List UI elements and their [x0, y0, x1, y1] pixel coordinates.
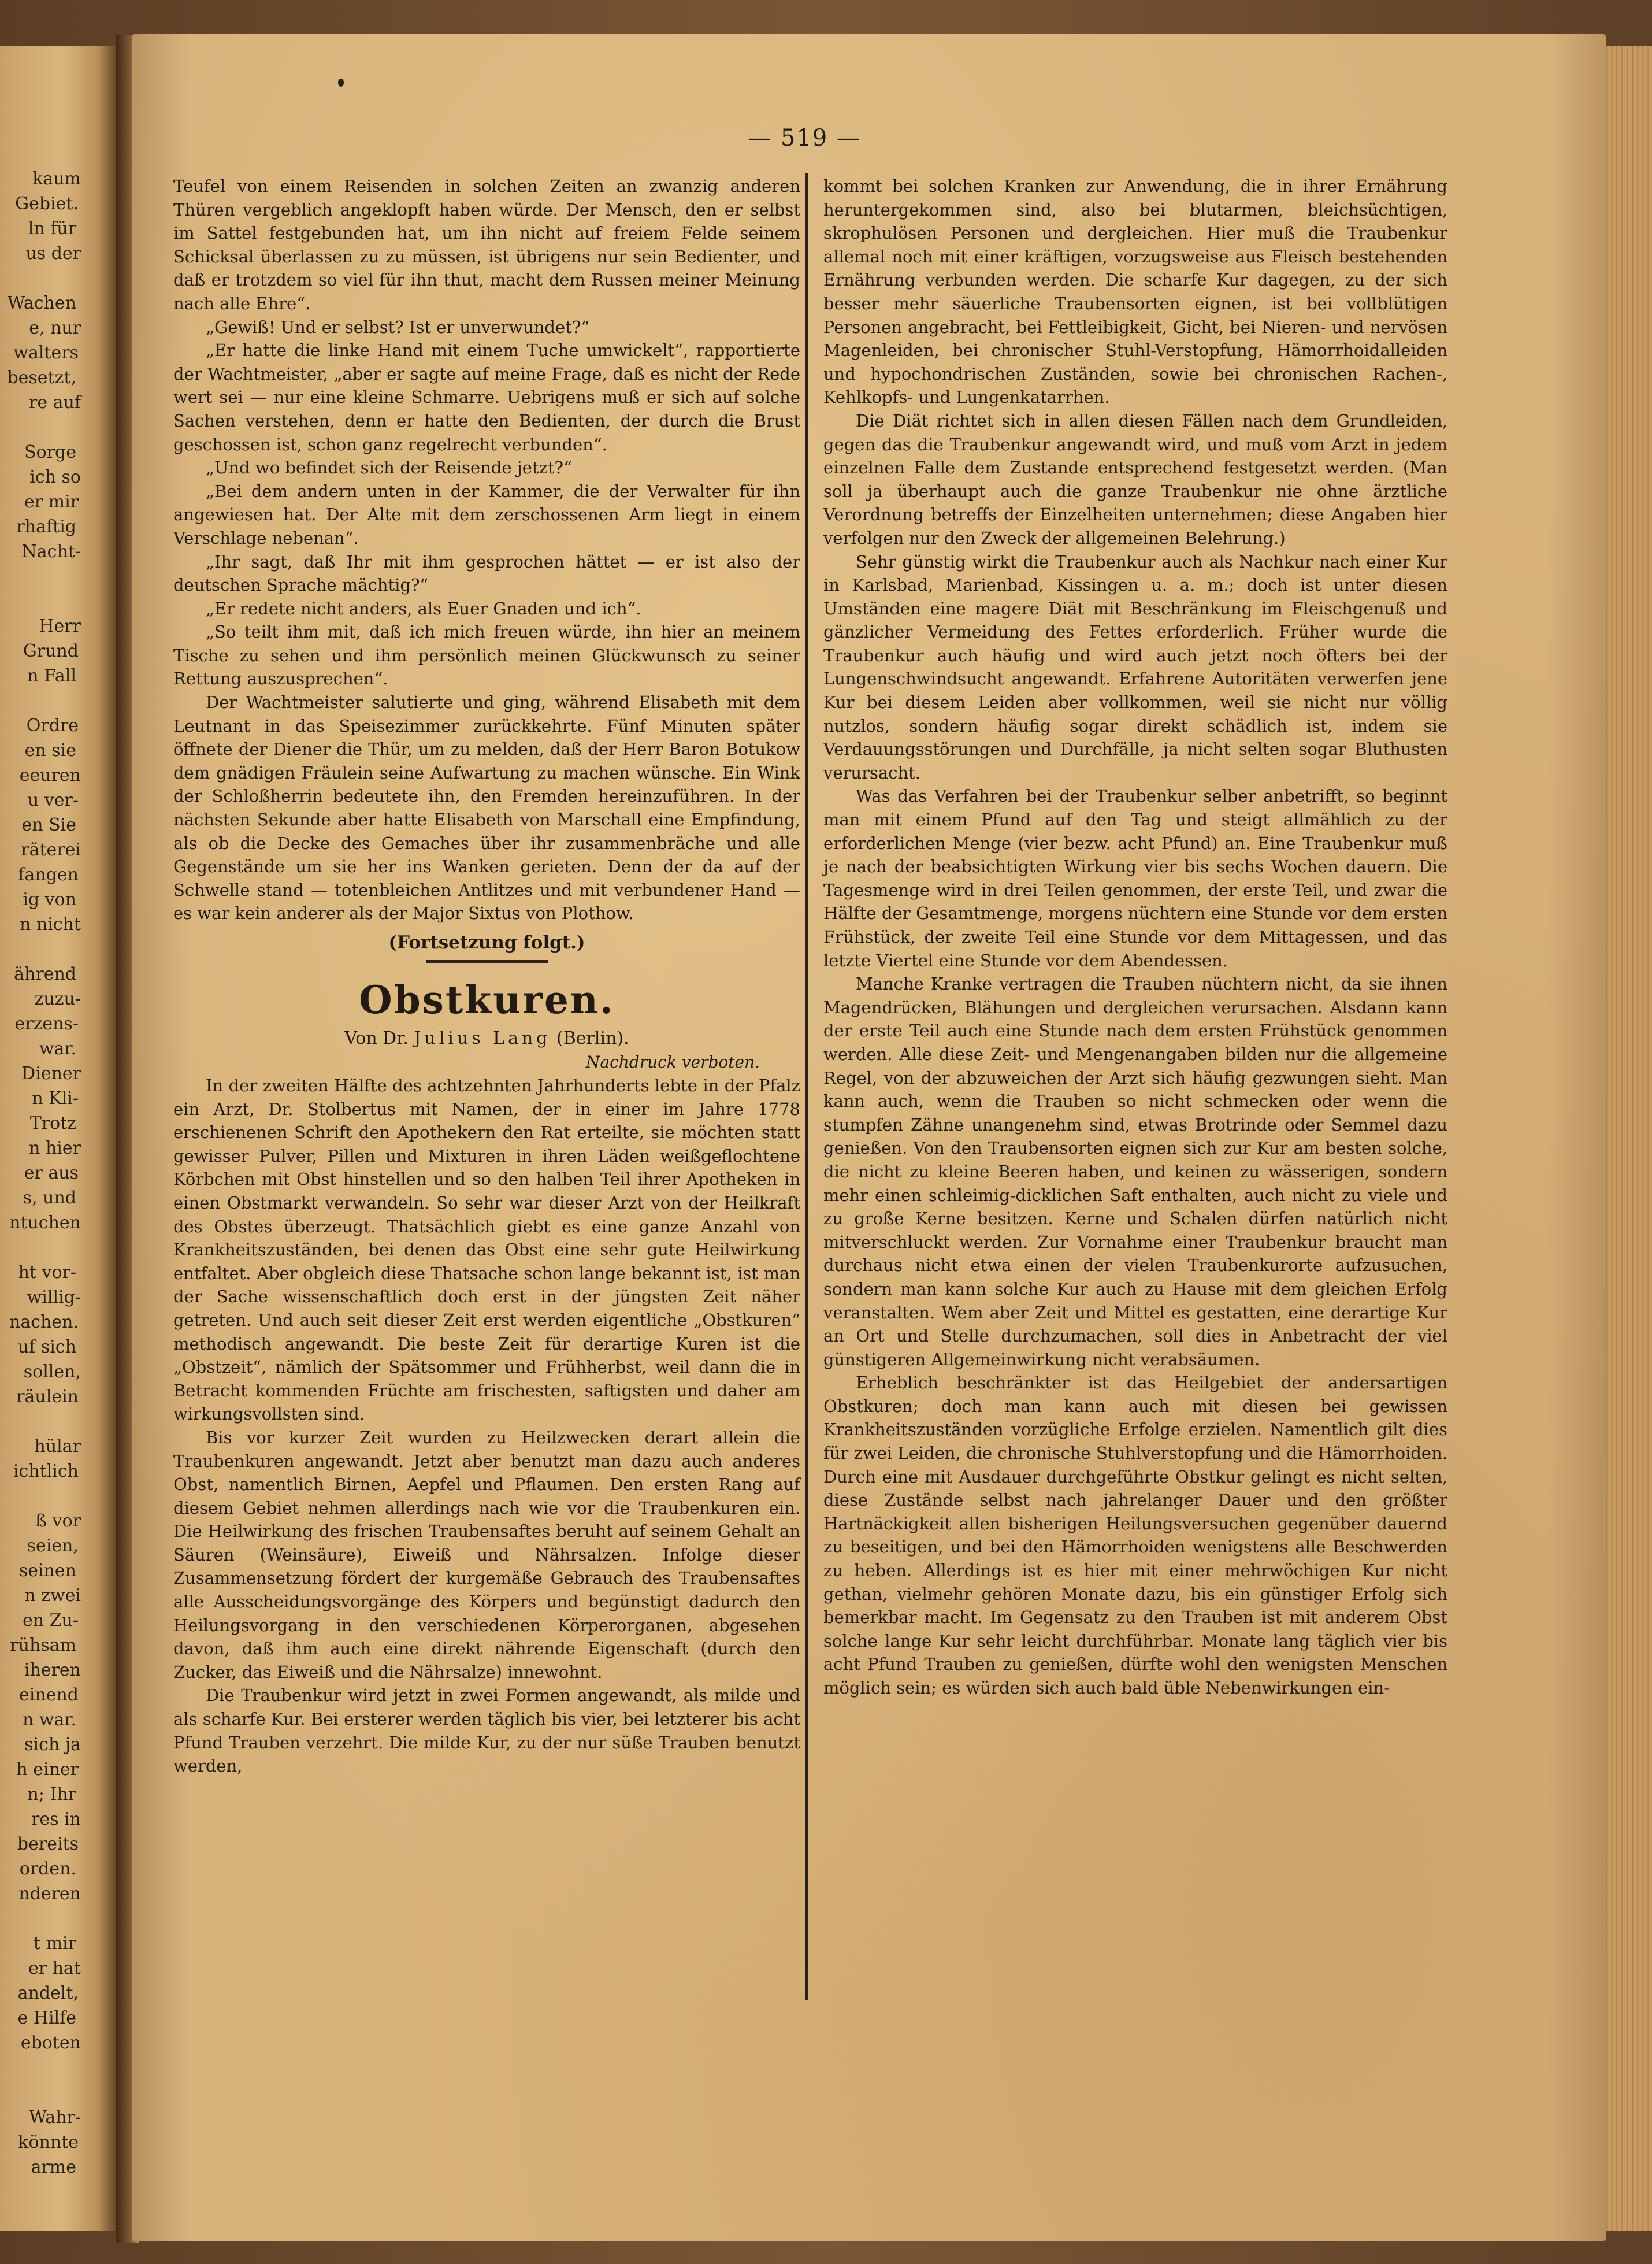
left-page-fragment: n; Ihr: [27, 1784, 76, 1804]
left-page-fragment: ich so: [29, 467, 81, 487]
article-paragraph: Die Traubenkur wird jetzt in zwei Formen angewandt, als milde und als scharfe Kur. Bei ersterer werden täglich bis vier, bei letzterer bis acht Pfund Trauben verzehrt. Die milde Kur, zu der nur süße Trauben benutzt werden,: [173, 1685, 800, 1776]
left-page-fragment: ig von: [23, 890, 76, 910]
left-page-fragment: erzens-: [14, 1014, 79, 1034]
story-paragraph: „Bei dem andern unten in der Kammer, die der Verwalter für ihn angewiesen hat. Der Alte mit dem zerschossenen Arm liegt in einem Verschlage nebenan“.: [173, 481, 800, 548]
left-page-fragment: räterei: [21, 840, 81, 860]
ink-speck: [338, 79, 344, 87]
left-page-fragment: en sie: [24, 740, 76, 761]
left-page-fragment: ichtlich: [13, 1461, 79, 1481]
byline-prefix: Von Dr.: [344, 1028, 409, 1048]
left-page-fragment: uf sich: [17, 1337, 76, 1357]
left-page-fragment: Wachen: [7, 293, 76, 313]
left-page-fragment: u ver-: [27, 790, 79, 810]
left-page-fragment: hülar: [34, 1436, 81, 1457]
left-page-fragment: räulein: [16, 1387, 79, 1407]
left-page-fragment: fangen: [18, 865, 79, 885]
left-page-fragment: rhaftig: [16, 517, 76, 537]
left-page-fragment: eboten: [20, 2033, 81, 2053]
left-page-fragment: n hier: [29, 1138, 81, 1158]
left-page-fragment: sollen,: [23, 1362, 81, 1382]
article-paragraph: Was das Verfahren bei der Traubenkur selber anbetrifft, so beginnt man mit einem Pfund auf den Tag und steigt allmählich zu der erforderlichen Menge (vier bezw. acht Pfund) an. Eine Traubenkur muß je nach der beabsichtigten Wirkung vier bis sechs Wochen dauern. Die Tagesmenge wird in drei Teilen genommen, der erste Teil, und zwar die Hälfte der Gesamtmenge, morgens nüchtern eine Stunde vor dem ersten Frühstück, der zweite Teil eine Stunde vor dem Mittagessen, und das letzte Viertel eine Stunde vor dem Abendessen.: [823, 786, 1447, 970]
left-page-fragment: arme: [31, 2157, 76, 2177]
left-page-fragment: n Kli-: [32, 1088, 79, 1109]
left-page-fragment: Grund: [23, 641, 79, 661]
left-page-edge: [0, 46, 116, 2231]
left-page-fragment: n war.: [22, 1710, 76, 1730]
left-page-fragment: h einer: [16, 1759, 79, 1780]
left-page-fragment: sich ja: [24, 1735, 81, 1755]
article-title: Obstkuren.: [359, 977, 615, 1022]
byline: [173, 1027, 800, 1051]
article-paragraph: kommt bei solchen Kranken zur Anwendung, die in ihrer Ernährung heruntergekommen sind, also bei blutarmen, bleichsüchtigen, skrophulösen Personen und dergleichen. Hier muß die Traubenkur allemal noch mit einer kräftigen, vorzugsweise aus Fleisch bestehenden Ernährung verbunden werden. Die scharfe Kur dagegen, zu der sich besser mehr säuerliche Traubensorten eignen, ist bei vollblütigen Personen angebracht, bei Fettleibigkeit, Gicht, bei Nieren- und nervösen Magenleiden, bei chronischer Stuhl-Verstopfung, Hämorrhoidalleiden und hypochondrischen Zuständen, sowie bei chronischen Rachen-, Kehlkopfs- und Lungenkatarrhen.: [823, 176, 1447, 407]
left-page-fragment: willig-: [27, 1287, 81, 1307]
left-page-fragment: res in: [31, 1809, 81, 1829]
left-page-fragment: Herr: [39, 616, 81, 636]
left-page-fragment: besetzt,: [7, 368, 76, 388]
story-paragraph: „Und wo befindet sich der Reisende jetzt?“: [206, 458, 572, 478]
left-page-fragment: orden.: [19, 1859, 76, 1879]
left-page-fragment: einend: [19, 1685, 79, 1705]
left-page-fragment: Sorge: [24, 442, 76, 462]
left-page-fragment: Ordre: [26, 716, 79, 736]
author-name: Julius Lang: [414, 1028, 551, 1048]
left-page-fragment: rühsam: [10, 1635, 76, 1655]
left-page-fragment: n nicht: [20, 914, 81, 935]
left-page-fragment: seinen: [18, 1561, 76, 1581]
left-page-fragment: ht vor-: [18, 1262, 76, 1283]
left-page-fragment: us der: [25, 243, 81, 264]
story-paragraph: „Gewiß! Und er selbst? Ist er unverwundet?“: [206, 317, 590, 337]
section-divider: [426, 960, 548, 963]
article-paragraph: Die Diät richtet sich in allen diesen Fällen nach dem Grundleiden, gegen das die Traubenkur angewandt wird, und muß vom Arzt in jedem einzelnen Falle dem Zustande entsprechend festgesetzt werden. (Man soll ja überhaupt auch die ganze Traubenkur nie ohne ärztliche Verordnung betreffs der Einzelheiten unternehmen; diese Angaben hier verfolgen nur den Zweck der allgemeinen Belehrung.): [823, 410, 1447, 548]
left-page-fragment: war.: [39, 1039, 76, 1059]
left-page-fragment: s, und: [23, 1188, 76, 1208]
left-page-fragment: iheren: [24, 1660, 81, 1680]
column-rule: [805, 173, 808, 2000]
left-page-fragment: Trotz: [29, 1113, 76, 1133]
left-page-fragment: andelt,: [17, 1983, 79, 2003]
left-page-fragment: er aus: [24, 1163, 79, 1183]
left-page-fragment: e, nur: [29, 318, 81, 338]
author-place: (Berlin).: [556, 1028, 629, 1048]
left-page-fragment: eeuren: [19, 765, 81, 785]
left-page-fragment: ln für: [28, 218, 76, 239]
left-page-fragment: er mir: [24, 492, 79, 512]
left-page-fragment: en Zu-: [23, 1610, 79, 1631]
left-page-fragment: walters: [13, 343, 79, 363]
reprint-note: Nachdruck verboten.: [585, 1053, 760, 1072]
left-page-fragment: nachen.: [9, 1312, 79, 1332]
left-page-fragment: en Sie: [21, 815, 76, 835]
article-paragraph: Manche Kranke vertragen die Trauben nüchtern nicht, da sie ihnen Magendrücken, Blähungen und dergleichen verursachen. Alsdann kann der erste Teil auch eine Stunde nach dem ersten Frühstück genommen werden. Alle diese Zeit- und Mengenangaben bilden nur die allgemeine Regel, von der abzuweichen der Arzt sich häufig gezwungen sieht. Man kann auch, wenn die Trauben so nicht schmecken oder wenn die stumpfen Zähne unangenehm sind, etwas Brotrinde oder Semmel dazu genießen. Von den Traubensorten eignen sich zur Kur am besten solche, die nicht zu kleine Beeren haben, und keinen zu wässerigen, sondern mehr einen schleimig-dicklichen Saft enthalten, auch nicht zu viele und zu große Kerne besitzen. Kerne und Schalen dürfen natürlich nicht mitverschluckt werden. Zur Vornahme einer Traubenkur braucht man durchaus nicht etwa einen der vielen Traubenkurorte aufzusuchen, sondern man kann solche Kur auch zu Hause mit dem gleichen Erfolg veranstalten. Wem aber Zeit und Mittel es gestatten, eine derartige Kur an Ort und Stelle durchzumachen, soll dies in Anbetracht der viel günstigeren Allgemeinwirkung nicht verabsäumen.: [823, 974, 1447, 1369]
story-paragraph: „Er redete nicht anders, als Euer Gnaden und ich“.: [206, 598, 641, 618]
left-page-fragment: Gebiet.: [15, 194, 79, 214]
left-page-fragment: nderen: [18, 1884, 81, 1904]
story-paragraph: Der Wachtmeister salutierte und ging, während Elisabeth mit dem Leutnant in das Speisezimmer zurückkehrte. Fünf Minuten später öffnete der Diener die Thür, um zu melden, daß der Herr Baron Botukow dem gnädigen Fräulein seine Aufwartung zu machen wünsche. Ein Wink der Schloßherrin bedeutete ihn, den Fremden hereinzuführen. In der nächsten Sekunde aber hatte Elisabeth von Marschall eine Empfindung, als ob die Decke des Gemaches über ihr zusammenbräche und alle Gegenstände um sie her ins Wanken gerieten. Denn der da auf der Schwelle stand — totenbleichen Antlitzes und mit verbundener Hand — es war kein anderer als der Major Sixtus von Plothow.: [173, 692, 800, 924]
right-column: [823, 175, 1447, 1700]
story-paragraph: „Ihr sagt, daß Ihr mit ihm gesprochen hättet — er ist also der deutschen Sprache mächtig?“: [173, 551, 800, 595]
left-page-fragment: seien,: [27, 1536, 79, 1556]
left-page-fragment: Nacht-: [21, 542, 81, 562]
article-paragraph: Sehr günstig wirkt die Traubenkur auch als Nachkur nach einer Kur in Karlsbad, Marienbad, Kissingen u. a. m.; doch ist unter diesen Umständen eine magere Diät mit Beschränkung im Fleischgenuß und gänzlicher Vermeidung des Fettes erforderlich. Früher wurde die Traubenkur auch häufig und wird auch jetzt noch öfters bei der Lungenschwindsucht angewandt. Erfahrene Autoritäten verwerfen jene Kur bei diesem Leiden aber vollkommen, weil sie nicht nur völlig nutzlos, sondern häufig sogar direkt schädlich ist, indem sie Verdauungsstörungen und Durchfälle, ja nicht selten sogar Bluthusten verursacht.: [823, 551, 1447, 783]
page-number: — 519 —: [748, 125, 861, 151]
left-page-fragment: re auf: [29, 392, 81, 413]
left-page-fragment: zuzu-: [34, 989, 81, 1009]
left-page-fragment: er hat: [28, 1958, 81, 1978]
left-page-fragment: n Fall: [27, 666, 76, 686]
left-page-fragment: n zwei: [24, 1585, 81, 1606]
left-page-fragment: t mir: [34, 1933, 76, 1954]
left-column: [173, 175, 800, 1778]
left-page-fragment: ntuchen: [9, 1213, 81, 1233]
article-paragraph: Erheblich beschränkter ist das Heilgebiet der andersartigen Obstkuren; doch man kann auch mit diesen bei gewissen Krankheitszuständen vorzügliche Erfolge erzielen. Namentlich gilt dies für zwei Leiden, die chronische Stuhlverstopfung und die Hämorrhoiden. Durch eine mit Ausdauer durchgeführte Obstkur gelingt es nicht selten, diese Zustände selbst nach jahrelanger Dauer und den größter Hartnäckigkeit allen bisherigen Heilungsversuchen gegenüber dauernd zu beseitigen, und bei den Hämorrhoiden wenigstens alle Beschwerden zu heben. Allerdings ist es hier mit einer mehrwöchigen Kur nicht gethan, vielmehr gehören Monate dazu, bis ein günstiger Erfolg sich bemerkbar macht. Im Gegensatz zu den Trauben ist mit anderem Obst solche lange Kur sehr leicht durchführbar. Monate lang täglich vier bis acht Pfund Trauben zu genießen, dürfte wohl den wenigsten Menschen möglich sein; es würden sich auch bald üble Nebenwirkungen ein-: [823, 1373, 1447, 1698]
left-page-fragment: Diener: [21, 1064, 81, 1084]
story-paragraph: Teufel von einem Reisenden in solchen Zeiten an zwanzig anderen Thüren vergeblich angeklopft haben würde. Der Mensch, den er selbst im Sattel festgebunden hat, um ihn nicht auf freiem Felde seinem Schicksal überlassen zu zu müssen, ist übrigens nur sein Bedienter, und daß er trotzdem so viel für ihn thut, macht dem Russen meiner Meinung nach alle Ehre“.: [173, 176, 800, 313]
left-page-fragment: kaum: [32, 169, 81, 189]
left-page-fragment: Wahr-: [29, 2107, 81, 2128]
story-paragraph: „So teilt ihm mit, daß ich mich freuen würde, ihn hier an meinem Tische zu sehen und ihm persönlich meinen Glückwunsch zu seiner Rettung auszusprechen“.: [173, 622, 800, 689]
left-page-fragment: ährend: [14, 964, 76, 984]
article-paragraph: In der zweiten Hälfte des achtzehnten Jahrhunderts lebte in der Pfalz ein Arzt, Dr. Stolbertus mit Namen, der in einer im Jahre 1778 erschienenen Schrift den Apothekern den Rat erteilte, sie möchten statt gewisser Pulver, Pillen und Mixturen in ihren Läden weißgeflochtene Körbchen mit Obst hinstellen und so den halben Teil ihrer Apotheken in einen Obstmarkt verwandeln. So sehr war dieser Arzt von der Heilkraft des Obstes überzeugt. Thatsächlich giebt es eine ganze Anzahl von Krankheitszuständen, bei denen das Obst eine sehr gute Heilwirkung entfaltet. Aber obgleich diese Thatsache schon lange bekannt ist, ist man der Sache wissenschaftlich doch erst in der jüngsten Zeit näher getreten. Und auch seit dieser Zeit erst werden eigentliche „Obstkuren“ methodisch angewandt. Die beste Zeit für derartige Kuren ist die „Obstzeit“, nämlich der Spätsommer und Frühherbst, weil dann die in Betracht kommenden Früchte am frischesten, saftigsten und daher am wirkungsvollsten sind.: [173, 1076, 800, 1424]
left-page-fragment: bereits: [17, 1834, 79, 1854]
left-page-fragment: ß vor: [35, 1511, 81, 1531]
left-page-fragment: könnte: [18, 2132, 79, 2152]
article-paragraph: Bis vor kurzer Zeit wurden zu Heilzwecken derart allein die Traubenkuren angewandt. Jetzt aber benutzt man dazu auch anderes Obst, namentlich Birnen, Aepfel und Pflaumen. Den ersten Rang auf diesem Gebiet nehmen allerdings nach wie vor die Traubenkuren ein. Die Heilwirkung des frischen Traubensaftes beruht auf seinem Gehalt an Säuren (Weinsäure), Eiweiß und Nährsalzen. Infolge dieser Zusammensetzung fördert der kurgemäße Gebrauch des Traubensaftes alle Ausscheidungsvorgänge des Körpers und begünstigt dadurch den Heilungsvorgang in den verschiedenen Körperorganen, abgesehen davon, daß ihm auch eine direkt nährende Eigenschaft (durch den Zucker, das Eiweiß und die Nährsalze) innewohnt.: [173, 1427, 800, 1682]
continuation-note: (Fortsetzung folgt.): [388, 932, 585, 953]
left-page-fragment: e Hilfe: [17, 2008, 76, 2028]
story-paragraph: „Er hatte die linke Hand mit einem Tuche umwickelt“, rapportierte der Wachtmeister, „aber er sagte auf meine Frage, daß es nicht der Rede wert sei — nur eine kleine Schmarre. Uebrigens muß er sich auf solche Sachen verstehen, denn er hatte den Bedienten, der durch die Brust geschossen ist, schon ganz regelrecht verbunden“.: [173, 340, 800, 454]
